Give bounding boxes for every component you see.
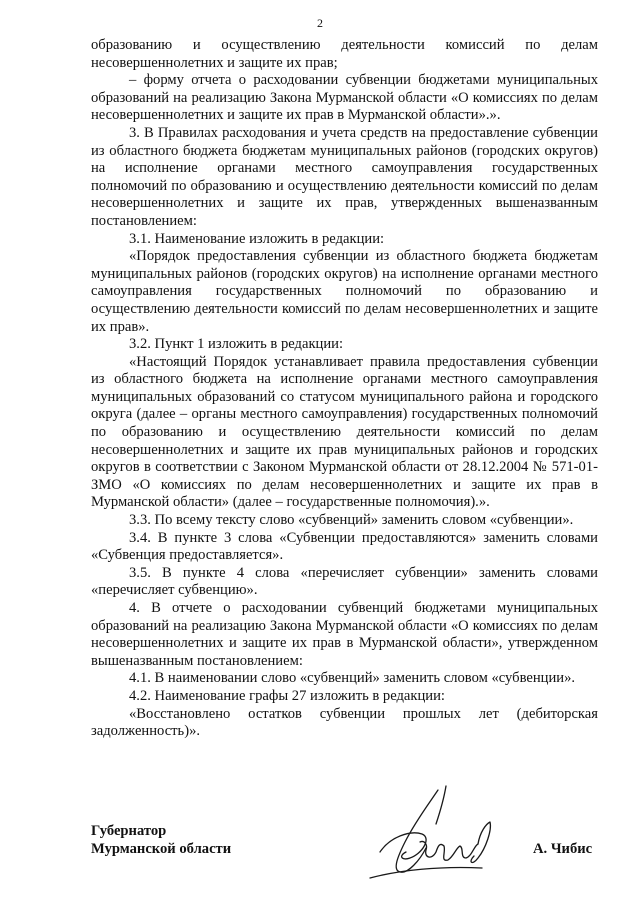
paragraph: 4.2. Наименование графы 27 изложить в редакции: bbox=[129, 687, 445, 704]
paragraph: «Настоящий Порядок устанавливает правила предоставления субвенции из областного бюджета на исполнение органами местного самоуправления муниципальных образований со статусом муниципального района и городского округа (далее – органы местного самоуправления) государственных полномочий по образованию и осуществлению деятельности комиссий по делам несовершеннолетних и защите их прав муниципальных районов и городских округов в соответствии с Законом Мурманской области от 28.12.2004 № 571-01-ЗМО «О комиссиях по делам несовершеннолетних и защите их прав в Мурманской области» (далее – государственные полномочия).». bbox=[91, 353, 598, 511]
signatory-title-line: Губернатор bbox=[91, 823, 167, 839]
signatory-title bbox=[91, 822, 231, 858]
paragraph: 3.1. Наименование изложить в редакции: bbox=[129, 230, 385, 247]
signatory-name: А. Чибис bbox=[533, 841, 593, 857]
signatory-title-line: Мурманской области bbox=[91, 841, 232, 857]
handwritten-signature bbox=[360, 782, 510, 892]
paragraph: 3.5. В пункте 4 слова «перечисляет субвенции» заменить словами «перечисляет субвенцию». bbox=[91, 564, 598, 599]
paragraph: 4. В отчете о расходовании субвенций бюджетами муниципальных образований на реализацию Закона Мурманской области «О комиссиях по делам несовершеннолетних и защите их прав в Мурманской области», утвержденном вышеназванным постановлением: bbox=[91, 600, 598, 669]
paragraph: 3.3. По всему тексту слово «субвенций» заменить словом «субвенции». bbox=[129, 512, 574, 529]
page-number: 2 bbox=[317, 16, 323, 30]
paragraph: 4.1. В наименовании слово «субвенций» заменить словом «субвенции». bbox=[129, 670, 576, 687]
paragraph: образованию и осуществлению деятельности комиссий по делам несовершеннолетних и защите их прав; bbox=[91, 37, 598, 71]
document-body bbox=[91, 37, 598, 741]
paragraph: 3. В Правилах расходования и учета средств на предоставление субвенции из областного бюджета бюджетам муниципальных районов (городских округов) на исполнение органами местного самоуправления государственных полномочий по образованию и осуществлению деятельности комиссий по делам несовершеннолетних и защите их прав, утвержденных вышеназванным постановлением: bbox=[91, 124, 598, 229]
paragraph: «Порядок предоставления субвенции из областного бюджета бюджетам муниципальных районов (городских округов) на исполнение органами местного самоуправления государственных полномочий по образованию и осуществлению деятельности комиссий по делам несовершеннолетних и защите их прав». bbox=[91, 248, 598, 335]
paragraph: «Восстановлено остатков субвенции прошлых лет (дебиторская задолженность)». bbox=[91, 705, 598, 740]
paragraph: – форму отчета о расходовании субвенции бюджетами муниципальных образований на реализацию Закона Мурманской области «О комиссиях по делам несовершеннолетних и защите их прав в Мурманской области».». bbox=[91, 72, 598, 124]
paragraph: 3.2. Пункт 1 изложить в редакции: bbox=[129, 336, 344, 353]
paragraph: 3.4. В пункте 3 слова «Субвенции предоставляются» заменить словами «Субвенция предоставляется». bbox=[91, 529, 598, 564]
